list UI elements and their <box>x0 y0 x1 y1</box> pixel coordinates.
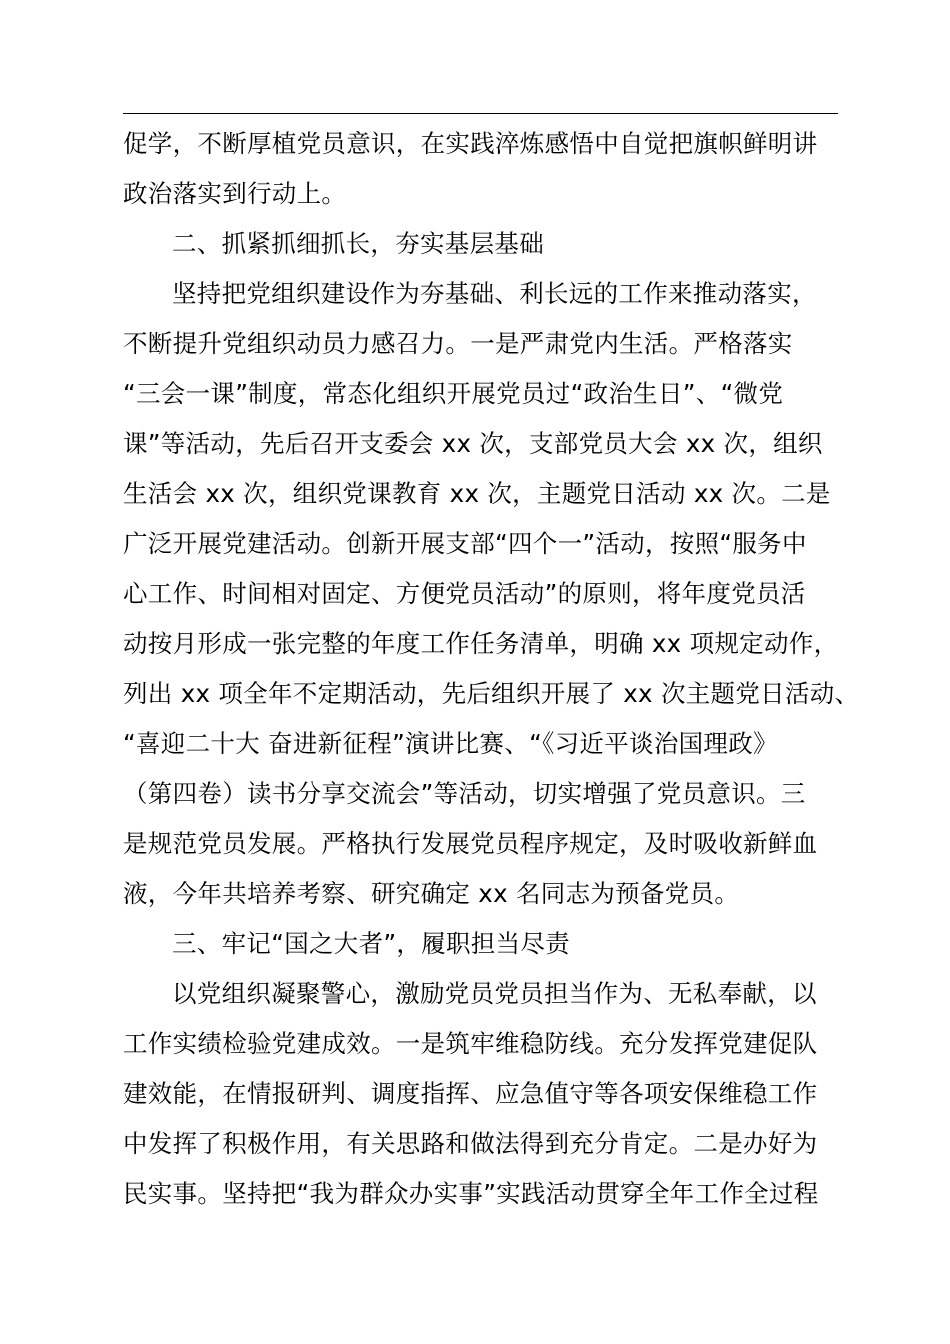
text-line: 动按月形成一张完整的年度工作任务清单，明确 xx 项规定动作， <box>123 629 839 658</box>
text-line: “三会一课”制度，常态化组织开展党员过“政治生日”、“微党 <box>123 379 784 408</box>
section-heading-3: 三、牢记“国之大者”，履职担当尽责 <box>172 929 570 958</box>
paragraph-start: 坚持把党组织建设作为夯基础、利长远的工作来推动落实， <box>172 279 817 308</box>
text-line: 建效能，在情报研判、调度指挥、应急值守等各项安保维稳工作 <box>123 1079 818 1108</box>
section-heading-2: 二、抓紧抓细抓长，夯实基层基础 <box>172 229 544 258</box>
text-line: 政治落实到行动上。 <box>123 179 347 208</box>
text-line: “喜迎二十大 奋进新征程”演讲比赛、“《习近平谈治国理政》 <box>123 729 778 758</box>
header-rule <box>123 113 838 114</box>
text-line: 中发挥了积极作用，有关思路和做法得到充分肯定。二是办好为 <box>123 1129 818 1158</box>
paragraph-start: 以党组织凝聚警心，激励党员党员担当作为、无私奉献，以 <box>172 979 817 1008</box>
text-line: 广泛开展党建活动。创新开展支部“四个一”活动，按照“服务中 <box>123 529 807 558</box>
text-line: 是规范党员发展。严格执行发展党员程序规定，及时吸收新鲜血 <box>123 829 818 858</box>
text-line: 列出 xx 项全年不定期活动，先后组织开展了 xx 次主题党日活动、 <box>123 679 860 708</box>
text-line: 课”等活动，先后召开支委会 xx 次，支部党员大会 xx 次，组织 <box>123 429 823 458</box>
text-line: 促学，不断厚植党员意识，在实践淬炼感悟中自觉把旗帜鲜明讲 <box>123 129 818 158</box>
text-line: 工作实绩检验党建成效。一是筑牢维稳防线。充分发挥党建促队 <box>123 1029 818 1058</box>
text-line: 民实事。坚持把“我为群众办实事”实践活动贯穿全年工作全过程 <box>123 1179 819 1208</box>
text-line: （第四卷）读书分享交流会”等活动，切实增强了党员意识。三 <box>123 779 806 808</box>
text-line: 心工作、时间相对固定、方便党员活动”的原则，将年度党员活 <box>123 579 806 608</box>
text-line: 液，今年共培养考察、研究确定 xx 名同志为预备党员。 <box>123 879 740 908</box>
text-line: 不断提升党组织动员力感召力。一是严肃党内生活。严格落实 <box>123 329 793 358</box>
text-line: 生活会 xx 次，组织党课教育 xx 次，主题党日活动 xx 次。二是 <box>123 479 831 508</box>
